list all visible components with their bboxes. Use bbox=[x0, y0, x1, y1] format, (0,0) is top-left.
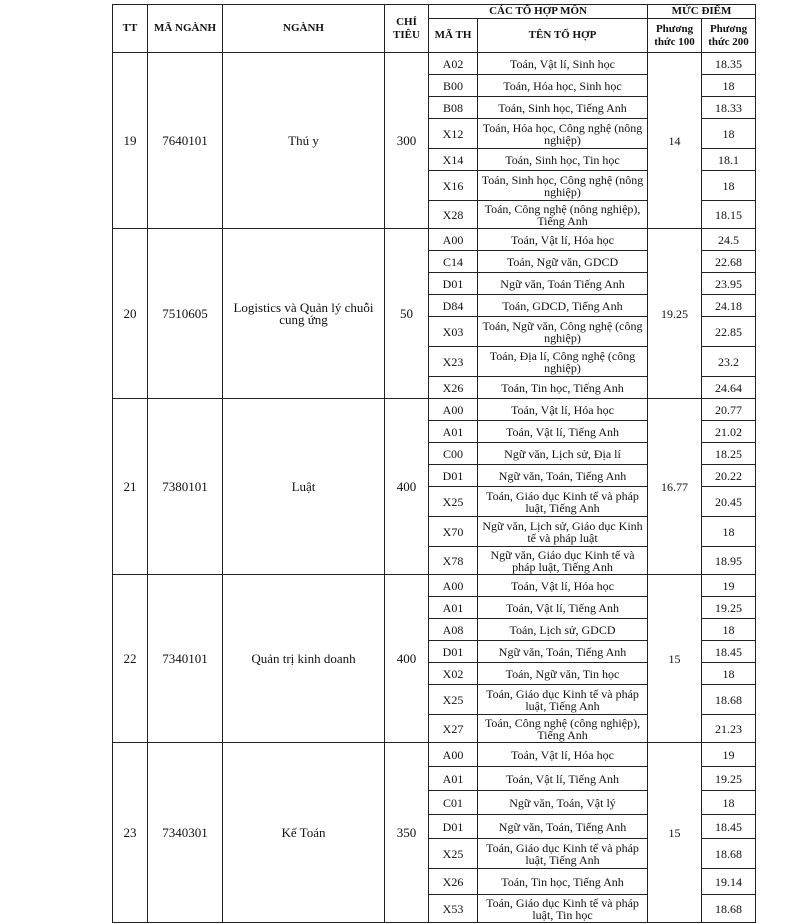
table-body bbox=[113, 53, 756, 923]
header-major: NGÀNH bbox=[223, 5, 385, 53]
combo-code: A00 bbox=[429, 575, 478, 597]
major-code: 7640101 bbox=[148, 53, 223, 229]
combo-name: Toán, Sinh học, Công nghệ (nông nghiệp) bbox=[478, 171, 648, 201]
table-row bbox=[113, 575, 756, 597]
score-method-200: 18 bbox=[702, 119, 756, 149]
combo-code: X16 bbox=[429, 171, 478, 201]
quota: 350 bbox=[385, 743, 429, 923]
score-method-200: 24.5 bbox=[702, 229, 756, 251]
table-header bbox=[113, 5, 756, 53]
combo-code: X25 bbox=[429, 487, 478, 517]
header-combos-group: CÁC TỔ HỢP MÔN bbox=[429, 5, 648, 19]
score-method-100: 14 bbox=[648, 53, 702, 229]
combo-name: Toán, Vật lí, Hóa học bbox=[478, 743, 648, 767]
combo-name: Toán, Sinh học, Tin học bbox=[478, 149, 648, 171]
score-method-200: 21.23 bbox=[702, 715, 756, 743]
score-method-200: 19 bbox=[702, 743, 756, 767]
combo-code: X12 bbox=[429, 119, 478, 149]
combo-name: Toán, Địa lí, Công nghệ (công nghiệp) bbox=[478, 347, 648, 377]
combo-code: A08 bbox=[429, 619, 478, 641]
combo-name: Toán, Vật lí, Tiếng Anh bbox=[478, 767, 648, 791]
score-method-200: 20.22 bbox=[702, 465, 756, 487]
combo-code: A00 bbox=[429, 743, 478, 767]
score-method-200: 19.14 bbox=[702, 869, 756, 895]
combo-name: Ngữ văn, Toán, Tiếng Anh bbox=[478, 815, 648, 839]
combo-name: Toán, Hóa học, Công nghệ (nông nghiệp) bbox=[478, 119, 648, 149]
major-name: Thú y bbox=[223, 53, 385, 229]
score-method-200: 22.68 bbox=[702, 251, 756, 273]
combo-name: Ngữ văn, Toán Tiếng Anh bbox=[478, 273, 648, 295]
combo-name: Ngữ văn, Lịch sử, Địa lí bbox=[478, 443, 648, 465]
score-method-200: 18 bbox=[702, 75, 756, 97]
combo-code: X78 bbox=[429, 547, 478, 575]
score-method-200: 18.45 bbox=[702, 641, 756, 663]
header-quota: CHỈ TIÊU bbox=[385, 5, 429, 53]
combo-name: Toán, Công nghệ (công nghiệp), Tiếng Anh bbox=[478, 715, 648, 743]
header-combo-code: MÃ TH bbox=[429, 19, 478, 53]
combo-code: D01 bbox=[429, 815, 478, 839]
combo-code: X70 bbox=[429, 517, 478, 547]
score-method-200: 18.35 bbox=[702, 53, 756, 75]
combo-name: Toán, Công nghệ (nông nghiệp), Tiếng Anh bbox=[478, 201, 648, 229]
combo-name: Ngữ văn, Toán, Tiếng Anh bbox=[478, 641, 648, 663]
row-number: 23 bbox=[113, 743, 148, 923]
combo-code: D84 bbox=[429, 295, 478, 317]
combo-code: X27 bbox=[429, 715, 478, 743]
combo-code: C00 bbox=[429, 443, 478, 465]
major-code: 7510605 bbox=[148, 229, 223, 399]
combo-code: D01 bbox=[429, 641, 478, 663]
score-method-200: 20.45 bbox=[702, 487, 756, 517]
header-method-200: Phương thức 200 bbox=[702, 19, 756, 53]
combo-name: Toán, Giáo dục Kinh tế và pháp luật, Tiếng Anh bbox=[478, 839, 648, 869]
score-method-200: 18.15 bbox=[702, 201, 756, 229]
score-method-200: 24.18 bbox=[702, 295, 756, 317]
combo-code: X28 bbox=[429, 201, 478, 229]
combo-code: X03 bbox=[429, 317, 478, 347]
combo-code: X25 bbox=[429, 685, 478, 715]
combo-name: Toán, Giáo dục Kinh tế và pháp luật, Tiếng Anh bbox=[478, 487, 648, 517]
combo-name: Toán, Tin học, Tiếng Anh bbox=[478, 869, 648, 895]
combo-name: Toán, Lịch sử, GDCD bbox=[478, 619, 648, 641]
score-method-100: 15 bbox=[648, 575, 702, 743]
combo-code: A01 bbox=[429, 767, 478, 791]
major-name: Luật bbox=[223, 399, 385, 575]
score-method-200: 18.95 bbox=[702, 547, 756, 575]
combo-code: X53 bbox=[429, 895, 478, 923]
header-combo-name: TÊN TỔ HỢP bbox=[478, 19, 648, 53]
combo-code: X23 bbox=[429, 347, 478, 377]
row-number: 19 bbox=[113, 53, 148, 229]
score-method-200: 18.68 bbox=[702, 839, 756, 869]
score-method-100: 15 bbox=[648, 743, 702, 923]
score-method-200: 18.25 bbox=[702, 443, 756, 465]
combo-name: Toán, Vật lí, Hóa học bbox=[478, 229, 648, 251]
score-method-200: 18.33 bbox=[702, 97, 756, 119]
combo-code: B08 bbox=[429, 97, 478, 119]
row-number: 22 bbox=[113, 575, 148, 743]
quota: 400 bbox=[385, 399, 429, 575]
score-method-200: 18.68 bbox=[702, 685, 756, 715]
combo-name: Toán, Hóa học, Sinh học bbox=[478, 75, 648, 97]
quota: 300 bbox=[385, 53, 429, 229]
combo-code: D01 bbox=[429, 465, 478, 487]
combo-code: A01 bbox=[429, 421, 478, 443]
score-method-200: 23.2 bbox=[702, 347, 756, 377]
score-method-200: 19.25 bbox=[702, 597, 756, 619]
score-method-100: 19.25 bbox=[648, 229, 702, 399]
header-method-100: Phương thức 100 bbox=[648, 19, 702, 53]
score-method-200: 18 bbox=[702, 791, 756, 815]
major-code: 7340101 bbox=[148, 575, 223, 743]
score-method-200: 23.95 bbox=[702, 273, 756, 295]
combo-code: X26 bbox=[429, 377, 478, 399]
score-method-200: 18 bbox=[702, 171, 756, 201]
table-row bbox=[113, 399, 756, 421]
score-method-100: 16.77 bbox=[648, 399, 702, 575]
combo-code: A02 bbox=[429, 53, 478, 75]
score-method-200: 19.25 bbox=[702, 767, 756, 791]
major-code: 7340301 bbox=[148, 743, 223, 923]
combo-code: A00 bbox=[429, 229, 478, 251]
row-number: 20 bbox=[113, 229, 148, 399]
combo-code: C01 bbox=[429, 791, 478, 815]
major-name: Quản trị kinh doanh bbox=[223, 575, 385, 743]
table-row bbox=[113, 229, 756, 251]
combo-name: Toán, Ngữ văn, Tin học bbox=[478, 663, 648, 685]
score-method-200: 18 bbox=[702, 619, 756, 641]
quota: 400 bbox=[385, 575, 429, 743]
score-method-200: 18.68 bbox=[702, 895, 756, 923]
score-method-200: 18.45 bbox=[702, 815, 756, 839]
combo-name: Toán, Giáo dục Kinh tế và pháp luật, Tin học bbox=[478, 895, 648, 923]
combo-code: A01 bbox=[429, 597, 478, 619]
header-tt: TT bbox=[113, 5, 148, 53]
combo-name: Toán, Sinh học, Tiếng Anh bbox=[478, 97, 648, 119]
combo-name: Toán, Vật lí, Tiếng Anh bbox=[478, 597, 648, 619]
combo-name: Toán, Vật lí, Hóa học bbox=[478, 399, 648, 421]
combo-name: Ngữ văn, Toán, Tiếng Anh bbox=[478, 465, 648, 487]
score-method-200: 18 bbox=[702, 517, 756, 547]
combo-code: X25 bbox=[429, 839, 478, 869]
header-score-group: MỨC ĐIỂM bbox=[648, 5, 756, 19]
table-row bbox=[113, 53, 756, 75]
combo-name: Toán, Vật lí, Tiếng Anh bbox=[478, 421, 648, 443]
admission-score-table bbox=[112, 4, 756, 923]
score-method-200: 20.77 bbox=[702, 399, 756, 421]
row-number: 21 bbox=[113, 399, 148, 575]
combo-name: Ngữ văn, Toán, Vật lý bbox=[478, 791, 648, 815]
combo-name: Toán, Ngữ văn, GDCD bbox=[478, 251, 648, 273]
combo-code: B00 bbox=[429, 75, 478, 97]
major-code: 7380101 bbox=[148, 399, 223, 575]
combo-name: Ngữ văn, Giáo dục Kinh tế và pháp luật, Tiếng Anh bbox=[478, 547, 648, 575]
quota: 50 bbox=[385, 229, 429, 399]
major-name: Logistics và Quản lý chuỗi cung ứng bbox=[223, 229, 385, 399]
combo-name: Toán, Giáo dục Kinh tế và pháp luật, Tiếng Anh bbox=[478, 685, 648, 715]
combo-code: A00 bbox=[429, 399, 478, 421]
score-method-200: 18 bbox=[702, 663, 756, 685]
combo-code: C14 bbox=[429, 251, 478, 273]
combo-code: X26 bbox=[429, 869, 478, 895]
table-row bbox=[113, 743, 756, 767]
combo-code: D01 bbox=[429, 273, 478, 295]
combo-name: Toán, Tin học, Tiếng Anh bbox=[478, 377, 648, 399]
header-major-code: MÃ NGÀNH bbox=[148, 5, 223, 53]
combo-name: Toán, GDCD, Tiếng Anh bbox=[478, 295, 648, 317]
combo-code: X14 bbox=[429, 149, 478, 171]
score-method-200: 24.64 bbox=[702, 377, 756, 399]
combo-name: Toán, Ngữ văn, Công nghệ (công nghiệp) bbox=[478, 317, 648, 347]
combo-name: Ngữ văn, Lịch sử, Giáo dục Kinh tế và pháp luật bbox=[478, 517, 648, 547]
major-name: Kế Toán bbox=[223, 743, 385, 923]
score-method-200: 21.02 bbox=[702, 421, 756, 443]
score-method-200: 19 bbox=[702, 575, 756, 597]
combo-name: Toán, Vật lí, Hóa học bbox=[478, 575, 648, 597]
score-method-200: 18.1 bbox=[702, 149, 756, 171]
combo-name: Toán, Vật lí, Sinh học bbox=[478, 53, 648, 75]
combo-code: X02 bbox=[429, 663, 478, 685]
score-method-200: 22.85 bbox=[702, 317, 756, 347]
